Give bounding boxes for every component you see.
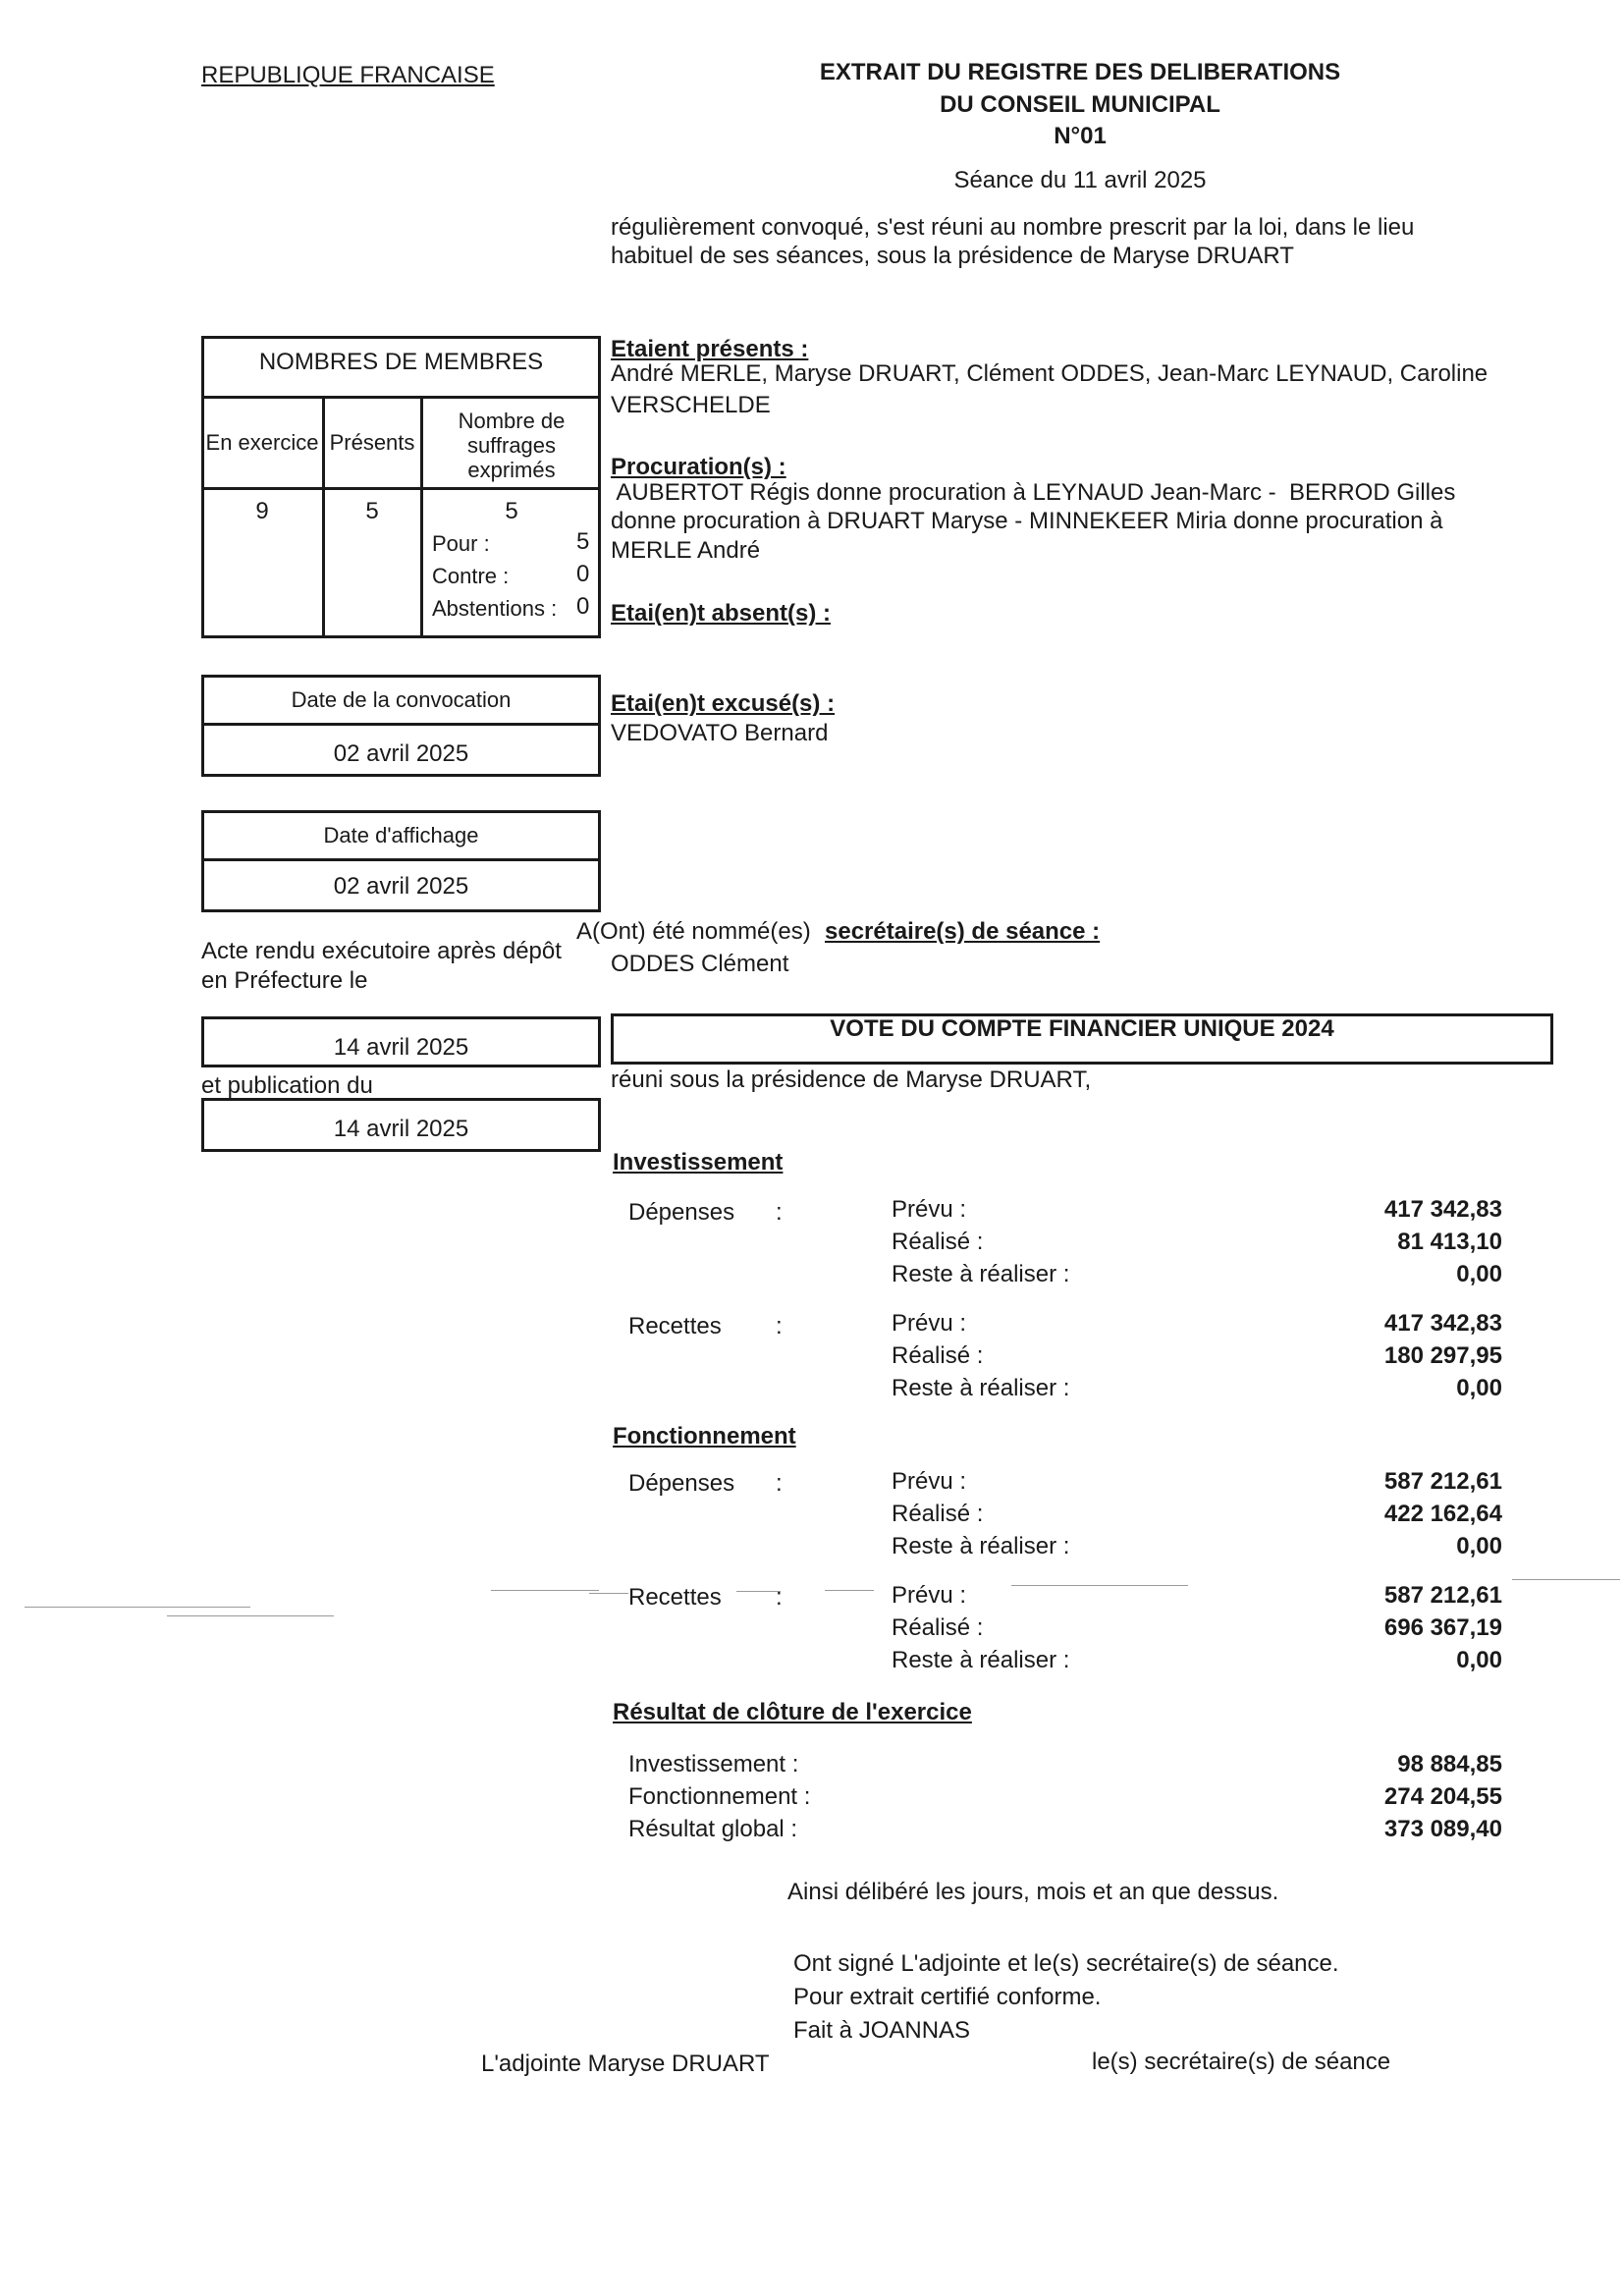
adjointe-signature-label: L'adjointe Maryse DRUART bbox=[481, 2050, 770, 2077]
signe-text: Ont signé L'adjointe et le(s) secrétaire(s) de séance. bbox=[793, 1950, 1339, 1977]
presents-heading: Etaient présents : bbox=[611, 336, 809, 362]
republique-header: REPUBLIQUE FRANCAISE bbox=[201, 62, 495, 88]
fait-a-text: Fait à JOANNAS bbox=[793, 2017, 971, 2044]
contre-value: 0 bbox=[576, 561, 590, 587]
inv-recettes-prevu-label: Prévu : bbox=[892, 1310, 967, 1337]
procurations-line2: donne procuration à DRUART Maryse - MINNEKEER Miria donne procuration à bbox=[611, 508, 1443, 534]
convocation-label: Date de la convocation bbox=[291, 687, 512, 712]
absents-heading: Etai(en)t absent(s) : bbox=[611, 600, 832, 627]
abstentions-value: 0 bbox=[576, 593, 590, 620]
col-suffrages-3: exprimés bbox=[467, 458, 556, 482]
fon-depenses-realise-label: Réalisé : bbox=[892, 1501, 984, 1527]
col-presents: Présents bbox=[329, 430, 415, 455]
fonctionnement-heading: Fonctionnement bbox=[613, 1423, 796, 1449]
deliberation-number: N°01 bbox=[1054, 123, 1107, 149]
fon-depenses-prevu-label: Prévu : bbox=[892, 1468, 967, 1495]
delibere-text: Ainsi délibéré les jours, mois et an que dessus. bbox=[787, 1879, 1279, 1905]
secretaire-prefix: A(Ont) été nommé(es) bbox=[576, 918, 811, 945]
affichage-date: 02 avril 2025 bbox=[333, 873, 469, 900]
excuses-names: VEDOVATO Bernard bbox=[611, 720, 829, 746]
publication-label: et publication du bbox=[201, 1072, 373, 1099]
secretaire-heading: secrétaire(s) de séance : bbox=[825, 918, 1101, 945]
publication-date: 14 avril 2025 bbox=[333, 1116, 469, 1142]
fon-depenses-colon: : bbox=[776, 1470, 783, 1497]
col-suffrages-2: suffrages bbox=[466, 433, 557, 458]
pour-value: 5 bbox=[576, 528, 590, 555]
secretaire-signature-label: le(s) secrétaire(s) de séance bbox=[1092, 2049, 1391, 2075]
certifie-text: Pour extrait certifié conforme. bbox=[793, 1984, 1102, 2010]
fon-recettes-realise: 696 367,19 bbox=[1383, 1614, 1502, 1641]
prefecture-date: 14 avril 2025 bbox=[333, 1034, 469, 1061]
fon-recettes-realise-label: Réalisé : bbox=[892, 1614, 984, 1641]
inv-recettes-reste-label: Reste à réaliser : bbox=[892, 1375, 1070, 1401]
resultat-global: 373 089,40 bbox=[1383, 1816, 1502, 1842]
excuses-heading: Etai(en)t excusé(s) : bbox=[611, 690, 836, 717]
intro-line2: habituel de ses séances, sous la présidence de Maryse DRUART bbox=[611, 243, 1294, 269]
inv-recettes-prevu: 417 342,83 bbox=[1383, 1310, 1502, 1337]
inv-recettes-colon: : bbox=[776, 1313, 783, 1339]
value-presents: 5 bbox=[365, 498, 379, 524]
fon-recettes-colon: : bbox=[776, 1584, 783, 1611]
pour-label: Pour : bbox=[432, 531, 490, 556]
title-line2: DU CONSEIL MUNICIPAL bbox=[940, 91, 1220, 118]
fon-recettes-reste: 0,00 bbox=[1456, 1647, 1502, 1673]
resultat-heading: Résultat de clôture de l'exercice bbox=[613, 1699, 972, 1725]
resultat-investissement-label: Investissement : bbox=[628, 1751, 799, 1777]
presents-line1: André MERLE, Maryse DRUART, Clément ODDES, Jean-Marc LEYNAUD, Caroline bbox=[611, 360, 1489, 387]
fon-recettes-prevu: 587 212,61 bbox=[1383, 1582, 1502, 1609]
inv-depenses-colon: : bbox=[776, 1199, 783, 1226]
inv-depenses-prevu: 417 342,83 bbox=[1383, 1196, 1502, 1223]
inv-depenses-reste-label: Reste à réaliser : bbox=[892, 1261, 1070, 1287]
convocation-date: 02 avril 2025 bbox=[333, 740, 469, 767]
inv-depenses-reste: 0,00 bbox=[1456, 1261, 1502, 1287]
fon-depenses-label: Dépenses bbox=[628, 1470, 735, 1497]
inv-recettes-realise: 180 297,95 bbox=[1383, 1342, 1502, 1369]
secretaire-name: ODDES Clément bbox=[611, 951, 789, 977]
fon-depenses-reste-label: Reste à réaliser : bbox=[892, 1533, 1070, 1559]
fon-recettes-prevu-label: Prévu : bbox=[892, 1582, 967, 1609]
inv-recettes-label: Recettes bbox=[628, 1313, 722, 1339]
fon-recettes-reste-label: Reste à réaliser : bbox=[892, 1647, 1070, 1673]
vote-title: VOTE DU COMPTE FINANCIER UNIQUE 2024 bbox=[830, 1015, 1334, 1042]
fon-depenses-reste: 0,00 bbox=[1456, 1533, 1502, 1559]
procurations-line3: MERLE André bbox=[611, 537, 761, 564]
inv-depenses-prevu-label: Prévu : bbox=[892, 1196, 967, 1223]
affichage-label: Date d'affichage bbox=[323, 823, 479, 847]
resultat-global-label: Résultat global : bbox=[628, 1816, 798, 1842]
resultat-investissement: 98 884,85 bbox=[1397, 1751, 1502, 1777]
inv-recettes-reste: 0,00 bbox=[1456, 1375, 1502, 1401]
inv-depenses-realise: 81 413,10 bbox=[1397, 1229, 1502, 1255]
title-line1: EXTRAIT DU REGISTRE DES DELIBERATIONS bbox=[819, 59, 1341, 85]
inv-recettes-realise-label: Réalisé : bbox=[892, 1342, 984, 1369]
presents-line2: VERSCHELDE bbox=[611, 392, 771, 418]
value-suffrages: 5 bbox=[505, 498, 518, 524]
value-en-exercice: 9 bbox=[255, 498, 269, 524]
intro-line1: régulièrement convoqué, s'est réuni au nombre prescrit par la loi, dans le lieu bbox=[611, 214, 1415, 241]
resultat-fonctionnement: 274 204,55 bbox=[1383, 1783, 1502, 1810]
col-en-exercice: En exercice bbox=[205, 430, 319, 455]
seance-date: Séance du 11 avril 2025 bbox=[953, 167, 1207, 193]
col-suffrages-1: Nombre de bbox=[458, 409, 566, 433]
fon-depenses-realise: 422 162,64 bbox=[1383, 1501, 1502, 1527]
vote-subtitle: réuni sous la présidence de Maryse DRUART, bbox=[611, 1066, 1092, 1093]
membres-title: NOMBRES DE MEMBRES bbox=[258, 349, 544, 375]
executoire-line1: Acte rendu exécutoire après dépôt bbox=[201, 938, 562, 964]
procurations-heading: Procuration(s) : bbox=[611, 454, 786, 480]
procurations-line1: AUBERTOT Régis donne procuration à LEYNAUD Jean-Marc - BERROD Gilles bbox=[611, 479, 1456, 506]
abstentions-label: Abstentions : bbox=[432, 596, 558, 621]
inv-depenses-label: Dépenses bbox=[628, 1199, 735, 1226]
fon-recettes-label: Recettes bbox=[628, 1584, 722, 1611]
executoire-line2: en Préfecture le bbox=[201, 967, 368, 994]
contre-label: Contre : bbox=[432, 564, 510, 588]
inv-depenses-realise-label: Réalisé : bbox=[892, 1229, 984, 1255]
resultat-fonctionnement-label: Fonctionnement : bbox=[628, 1783, 811, 1810]
investissement-heading: Investissement bbox=[613, 1149, 784, 1175]
fon-depenses-prevu: 587 212,61 bbox=[1383, 1468, 1502, 1495]
